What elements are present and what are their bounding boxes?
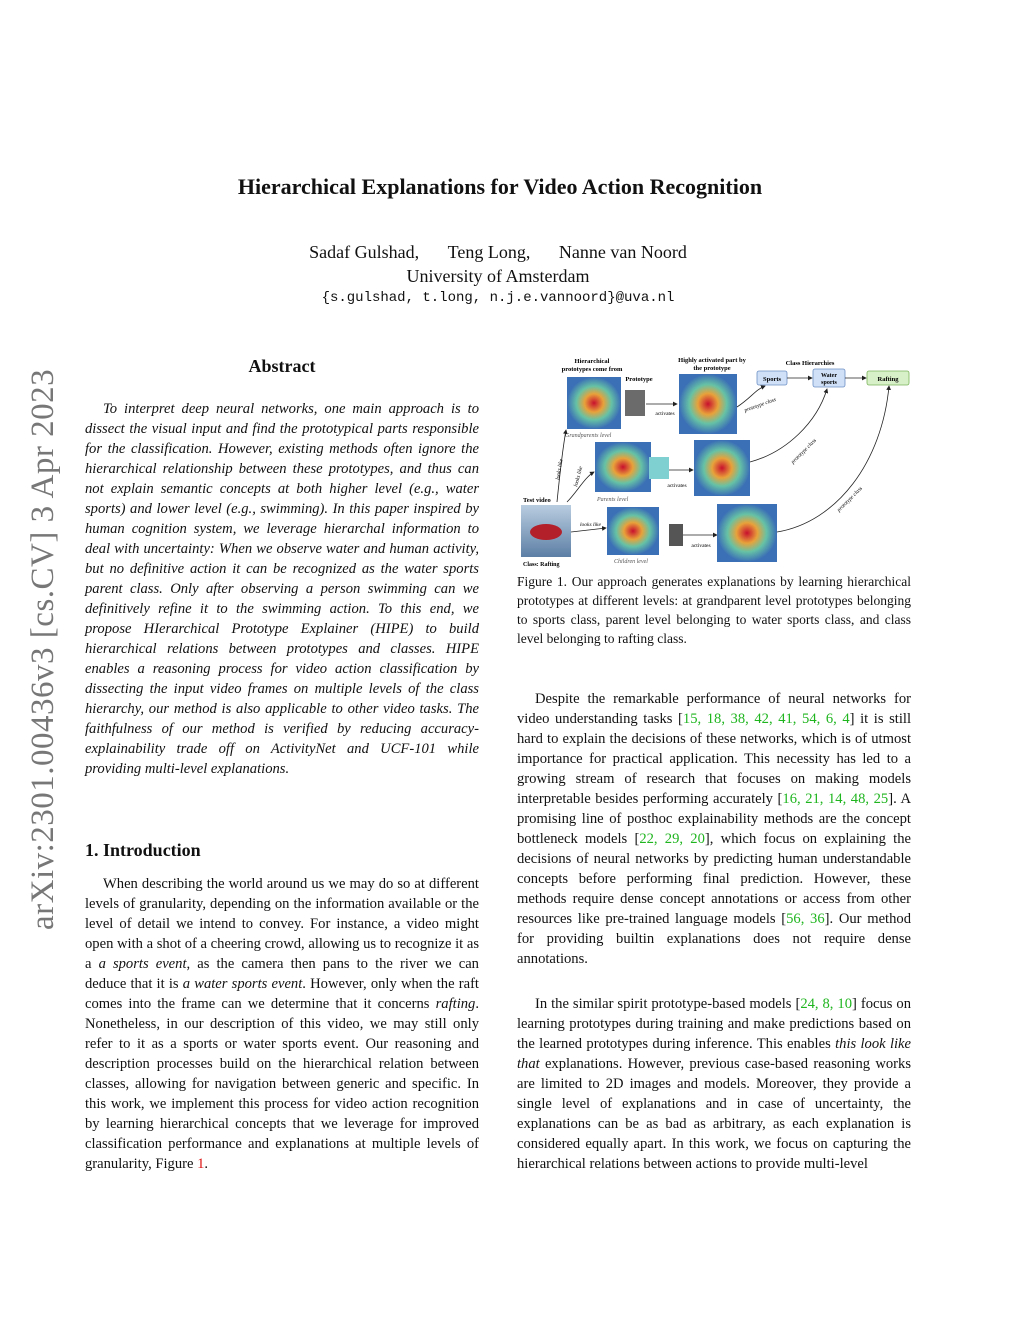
- citation-group-1[interactable]: 15, 18, 38, 42, 41, 54, 6, 4: [682, 711, 850, 727]
- right-paragraph-1: Despite the remarkable performance of neural networks for video understanding tasks [15, 18, 38, 42, 41, 54, 6, 4] it is still hard to explain the decisions of these networks, which is of utmost importance for practical application. This necessity has led to a growing stream of research that focuses on making models interpretable besides performing accurately [16, 21, 14, 48, 25]. A promising line of posthoc explainability methods are the concept bottleneck models [22, 29, 20], which focus on explaining the decisions of neural networks by predicting human understandable concepts before performing final prediction. However, these methods require dense concept annotations or access from other resources like pre-trained language models [56, 36]. Our method for providing builtin explanations does not require dense annotations.: [517, 691, 912, 967]
- class-box-sports-label: Sports: [762, 376, 782, 383]
- label-activates-2: activates: [667, 483, 687, 489]
- label-hier-proto-2: prototypes come from: [561, 366, 623, 373]
- intro-heading: 1. Introduction: [85, 840, 201, 860]
- figure-ref-link[interactable]: 1: [197, 1156, 205, 1172]
- abstract-text: To interpret deep neural networks, one main approach is to dissect the visual input and find the prototypical parts responsible for the classification. However, existing methods often ignore the hierarchical relationship between these prototypes, and thus can not explain semantic concepts at both higher level (e.g., water sports) and lower level (e.g., swimming). In this paper inspired by human cognition system, we leverage hierarchal information to deal with uncertainty: When we observe water and human activity, but no definitive action it can be recognized as the water sports parent class. Only after observing a person swimming can we definitively refine it to the swimming action. To this end, we propose HIerarchical Prototype Explainer (HIPE) to build hierarchical relations between prototypes and classes. HIPE enables a reasoning process for video action classification by dissecting the input video frames on multiple levels of the class hierarchy, our method is also applicable to other video tasks. The faithfulness of our method is verified by reducing accuracy-explainability trade off on ActivityNet and UCF-101 while providing multi-level explanations.: [85, 401, 479, 777]
- label-proto-class-1: prototype class: [743, 396, 777, 414]
- label-prototype: Prototype: [625, 376, 653, 383]
- paper-title: Hierarchical Explanations for Video Action Recognition: [237, 174, 763, 199]
- class-box-water-label: Water: [821, 373, 837, 379]
- figure-caption: Figure 1. Our approach generates explanations by learning hierarchical prototypes at different levels: at grandparent level prototypes belonging to sports class, parent level belonging to water sports class, and class level belonging to rafting class.: [517, 574, 911, 646]
- label-activates-3: activates: [691, 543, 711, 549]
- label-test-video: Test video: [523, 497, 551, 504]
- parent-prototype-patch: [649, 457, 669, 479]
- affiliation: University of Amsterdam: [406, 266, 590, 286]
- right-paragraph-2: In the similar spirit prototype-based models [24, 8, 10] focus on learning prototypes during training and make predictions based on the learned prototypes during inference. This enables this look like that explanations. However, previous case-based reasoning works are limited to 2D images and models. Moreover, they provide a single level of explanations and in case of uncertainty, the explanations can be as bad as arbitrary, as each explanation is considered equally apart. In this work, we focus on capturing the hierarchical relations between actions to provide multi-level: [517, 996, 912, 1172]
- label-class-rafting: Class: Rafting: [523, 562, 560, 568]
- grandparent-prototype-patch: [625, 390, 645, 416]
- figure-1: [517, 352, 917, 572]
- label-highly-2: the prototype: [693, 365, 731, 372]
- citation-group-3[interactable]: 22, 29, 20: [639, 831, 705, 847]
- citation-group-2[interactable]: 16, 21, 14, 48, 25: [782, 791, 889, 807]
- child-activation-map: [717, 504, 777, 562]
- arxiv-sidebar: arXiv:2301.00436v3 [cs.CV] 3 Apr 2023: [25, 368, 61, 930]
- parent-activation-map: [694, 440, 750, 496]
- test-video-raft: [530, 524, 562, 540]
- class-box-water-label-2: sports: [821, 380, 837, 386]
- label-proto-class-3: prototype class: [836, 485, 864, 514]
- label-highly: Highly activated part by: [678, 357, 746, 364]
- abstract-heading: Abstract: [248, 356, 316, 376]
- citation-group-4[interactable]: 56, 36: [786, 911, 825, 927]
- label-proto-class-2: prototype class: [790, 437, 818, 466]
- arrow-looks-like-3: [571, 528, 606, 532]
- label-looks-like-1: looks like: [555, 458, 565, 481]
- class-box-rafting-label: Rafting: [877, 376, 899, 383]
- label-grandparents: Grandparents level: [565, 433, 612, 439]
- author-3: Nanne van Noord: [558, 242, 687, 262]
- intro-paragraph: When describing the world around us we may do so at different levels of granularity, depending on the information available or the level of detail we intend to convey. For instance, a video might open with a shot of a cheering crowd, allowing us to recognize it as a a sports event, as the camera then pans to the river we can deduce that it is a water sports event. However, only when the raft comes into the frame can we determine that it concerns rafting. Nonetheless, in our description of this video, we may still only refer to it as a sports or water sports event. Our reasoning and description processes build on the hierarchical relation between classes, allowing for navigation between generic and specific. In this work, we implement this process for video action recognition by learning hierarchical concepts that we leverage for improved classification performance and explanations at multiple levels of granularity, Figure 1.: [85, 876, 479, 1172]
- label-hier-proto: Hierarchical: [574, 358, 610, 365]
- citation-group-5[interactable]: 24, 8, 10: [800, 996, 853, 1012]
- child-prototype-image: [607, 507, 659, 555]
- label-parents: Parents level: [597, 497, 629, 503]
- parent-prototype-image: [595, 442, 651, 492]
- author-list: [0, 240, 996, 288]
- arrow-proto-class-2: [750, 389, 827, 462]
- grandparent-activation-map: [679, 374, 737, 434]
- label-looks-like-2: looks like: [573, 465, 585, 488]
- label-looks-like-3: looks like: [580, 522, 601, 528]
- label-class-hierarchies: Class Hierarchies: [785, 360, 835, 367]
- author-1: Sadaf Gulshad,: [309, 242, 420, 262]
- author-2: Teng Long,: [447, 242, 531, 262]
- child-prototype-patch: [669, 524, 683, 546]
- label-activates-1: activates: [655, 411, 675, 417]
- author-emails: {s.gulshad, t.long, n.j.e.vannoord}@uva.nl: [321, 290, 675, 306]
- label-children: Children level: [614, 559, 648, 565]
- grandparent-prototype-image: [567, 377, 621, 429]
